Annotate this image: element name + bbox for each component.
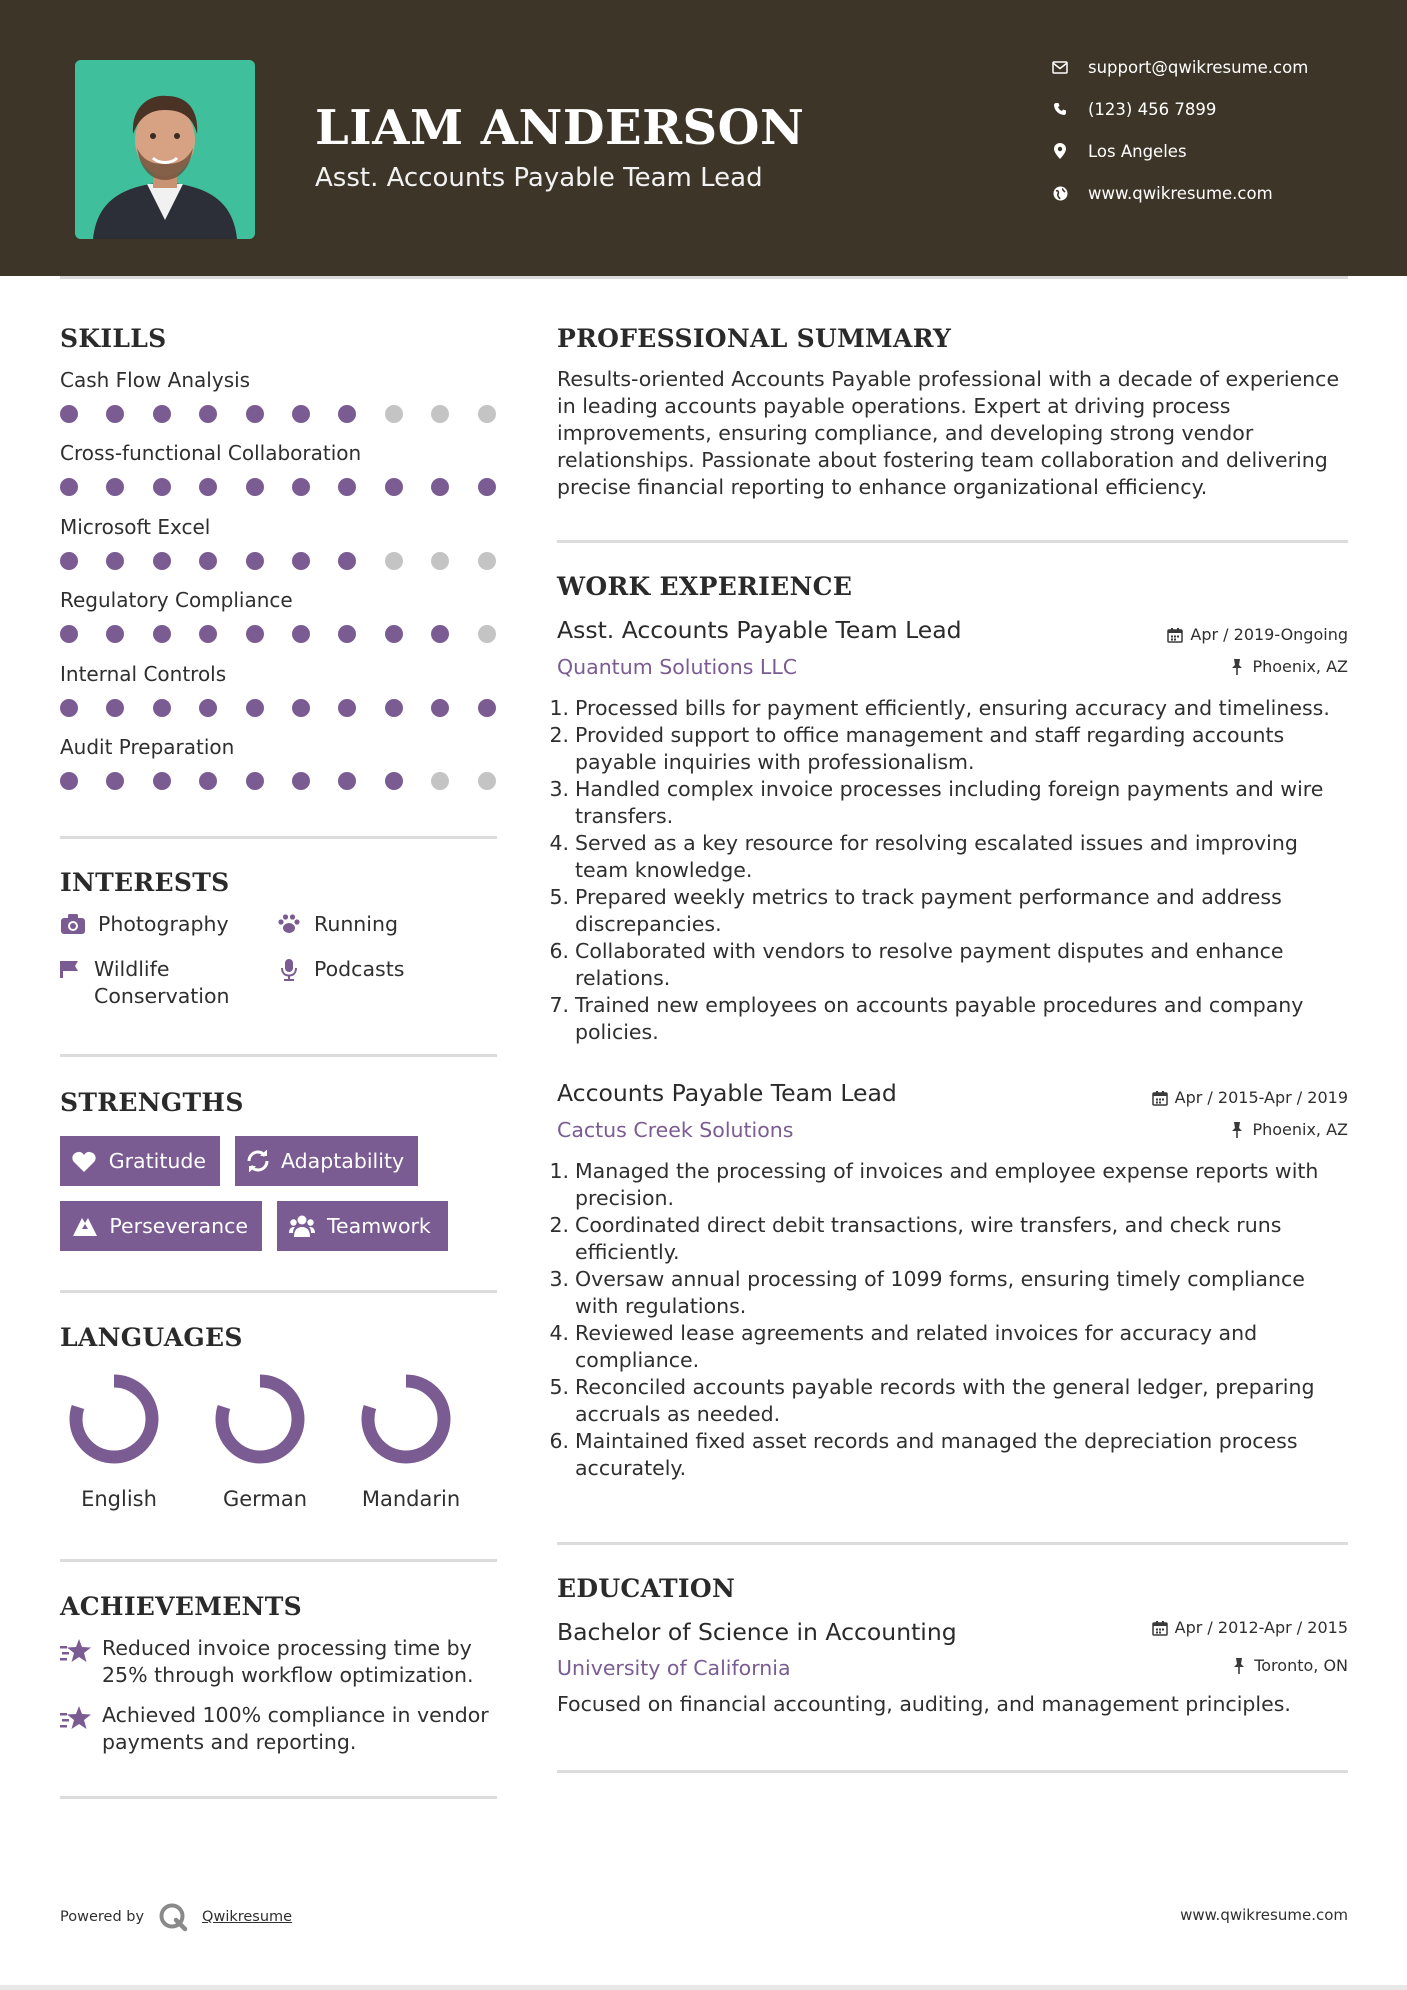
paw-icon [276, 911, 302, 934]
section-divider [557, 1770, 1348, 1773]
list-item: 3. Oversaw annual processing of 1099 forms, ensuring timely compliance with regulations. [549, 1267, 1305, 1318]
interest-label: Podcasts [314, 957, 405, 981]
contact-location [1050, 141, 1187, 161]
strength-label: Gratitude [108, 1149, 206, 1173]
camera-icon [60, 911, 86, 934]
education-dates [1151, 1618, 1348, 1637]
skill-dot-filled [106, 478, 124, 496]
section-divider [60, 836, 497, 839]
languages-heading: LANGUAGES [60, 1323, 243, 1352]
strength-label: Teamwork [327, 1214, 431, 1238]
users-icon [289, 1214, 315, 1238]
skill-dot-filled [106, 772, 124, 790]
skill-dot-filled [431, 699, 449, 717]
skill-dot-empty [431, 405, 449, 423]
achievement-item [60, 1635, 500, 1689]
skill-dot-filled [153, 405, 171, 423]
skill-dot-filled [246, 625, 264, 643]
envelope-icon [1050, 57, 1070, 77]
contact-location-text: Los Angeles [1088, 141, 1187, 161]
skill-label: Regulatory Compliance [60, 588, 293, 612]
strength-label: Adaptability [281, 1149, 405, 1173]
mountain-icon [72, 1214, 97, 1238]
skill-dot-filled [60, 699, 78, 717]
list-item: 3. Handled complex invoice processes including foreign payments and wire transfers. [549, 777, 1324, 828]
achievements-heading: ACHIEVEMENTS [60, 1592, 302, 1621]
skill-dot-filled [153, 625, 171, 643]
section-divider [60, 1796, 497, 1799]
skill-dot-filled [292, 478, 310, 496]
language-level-ring [66, 1371, 162, 1467]
company-name: Cactus Creek Solutions [557, 1118, 794, 1142]
skill-dot-empty [478, 405, 496, 423]
strength-badge [60, 1136, 220, 1186]
section-divider [60, 1054, 497, 1057]
job-dates [1166, 625, 1348, 644]
achievement-text: Achieved 100% compliance in vendor payments and reporting. [102, 1703, 489, 1754]
skill-rating [60, 552, 500, 572]
job-dates-text: Apr / 2019-Ongoing [1190, 625, 1348, 644]
language-level-arc [368, 1381, 444, 1457]
skill-dot-filled [106, 552, 124, 570]
skill-dot-filled [338, 772, 356, 790]
skill-rating [60, 772, 500, 792]
contact-website-text: www.qwikresume.com [1088, 183, 1273, 203]
list-item: 5. Reconciled accounts payable records with the general ledger, preparing accruals as needed. [549, 1375, 1315, 1426]
skill-dot-filled [199, 405, 217, 423]
contact-website[interactable] [1050, 183, 1273, 203]
skill-label: Cross-functional Collaboration [60, 441, 362, 465]
skill-rating [60, 478, 500, 498]
strength-badge [235, 1136, 418, 1186]
skill-rating [60, 405, 500, 425]
strength-badge [60, 1201, 262, 1251]
skill-dot-filled [153, 699, 171, 717]
education-heading: EDUCATION [557, 1574, 736, 1603]
achievement-item [60, 1702, 500, 1756]
skill-dot-filled [478, 478, 496, 496]
microphone-icon [276, 956, 302, 981]
job-location [1228, 657, 1348, 676]
list-item: 7. Trained new employees on accounts payable procedures and company policies. [549, 993, 1304, 1044]
skill-dot-filled [338, 478, 356, 496]
education-dates-text: Apr / 2012-Apr / 2015 [1174, 1618, 1348, 1637]
skill-dot-filled [385, 699, 403, 717]
education-description: Focused on financial accounting, auditing, and management principles. [557, 1692, 1291, 1716]
company-name: Quantum Solutions LLC [557, 655, 798, 679]
list-item: 1. Processed bills for payment efficiently, ensuring accuracy and timeliness. [549, 696, 1330, 720]
skill-dot-empty [478, 625, 496, 643]
pushpin-icon [1228, 658, 1246, 676]
page-bottom-border [0, 1985, 1407, 1990]
skill-dot-filled [292, 772, 310, 790]
skills-heading: SKILLS [60, 324, 167, 353]
skill-dot-filled [246, 478, 264, 496]
job-bullets [549, 695, 1349, 1046]
language-level-arc [222, 1381, 298, 1457]
skill-dot-filled [199, 625, 217, 643]
header-divider [60, 276, 1348, 279]
skill-dot-filled [199, 478, 217, 496]
job-dates-text: Apr / 2015-Apr / 2019 [1174, 1088, 1348, 1107]
skill-dot-empty [478, 772, 496, 790]
skill-rating [60, 625, 500, 645]
powered-by-text: Powered by [60, 1909, 145, 1925]
skill-dot-filled [106, 625, 124, 643]
interest-label: Wildlife Conservation [94, 957, 230, 1008]
profile-photo [75, 60, 255, 239]
pushpin-icon [1230, 1657, 1248, 1675]
skill-dot-filled [199, 552, 217, 570]
skill-dot-filled [292, 405, 310, 423]
list-item: 2. Coordinated direct debit transactions, wire transfers, and check runs efficiently. [549, 1213, 1282, 1264]
language-label: English [81, 1487, 157, 1511]
skill-dot-filled [153, 552, 171, 570]
interest-label: Running [314, 912, 399, 936]
refresh-icon [247, 1149, 269, 1173]
list-item: 2. Provided support to office management and staff regarding accounts payable inquiries with professionalism. [549, 723, 1285, 774]
skill-dot-filled [246, 772, 264, 790]
degree-title: Bachelor of Science in Accounting [557, 1618, 957, 1646]
skill-dot-empty [385, 552, 403, 570]
heart-icon [72, 1149, 97, 1173]
school-name: University of California [557, 1656, 791, 1680]
skill-label: Internal Controls [60, 662, 227, 686]
language-label: Mandarin [361, 1487, 461, 1511]
skill-dot-empty [431, 772, 449, 790]
experience-heading: WORK EXPERIENCE [557, 572, 853, 601]
qwikresume-link[interactable]: Qwikresume [202, 1909, 293, 1925]
job-title: Asst. Accounts Payable Team Lead [557, 616, 962, 644]
list-item: 4. Served as a key resource for resolving escalated issues and improving team knowledge. [549, 831, 1298, 882]
skill-dot-empty [385, 405, 403, 423]
resume-header [0, 0, 1407, 276]
job-bullets [549, 1158, 1349, 1482]
interest-item [60, 956, 260, 1010]
footer-url[interactable]: www.qwikresume.com [1180, 1906, 1348, 1924]
powered-by [60, 1902, 292, 1932]
list-item: 6. Maintained fixed asset records and managed the depreciation process accurately. [549, 1429, 1298, 1480]
job-location-text: Phoenix, AZ [1252, 1120, 1348, 1139]
skill-dot-filled [338, 625, 356, 643]
skill-dot-filled [385, 478, 403, 496]
skill-dot-filled [199, 772, 217, 790]
phone-icon [1050, 99, 1070, 119]
skill-dot-filled [153, 772, 171, 790]
list-item: 1. Managed the processing of invoices and employee expense reports with precision. [549, 1159, 1319, 1210]
interest-item [276, 911, 398, 938]
skill-dot-empty [478, 552, 496, 570]
job-dates [1151, 1088, 1348, 1107]
contact-phone-text: (123) 456 7899 [1088, 99, 1217, 119]
language-level-ring [212, 1371, 308, 1467]
language-label: German [222, 1487, 308, 1511]
education-location-text: Toronto, ON [1254, 1656, 1348, 1675]
skill-dot-filled [385, 772, 403, 790]
strength-badge [277, 1201, 448, 1251]
qwikresume-logo-icon [158, 1902, 188, 1932]
list-item: 6. Collaborated with vendors to resolve payment disputes and enhance relations. [549, 939, 1284, 990]
job-title: Accounts Payable Team Lead [557, 1079, 897, 1107]
candidate-title: Asst. Accounts Payable Team Lead [315, 163, 763, 193]
skill-dot-filled [246, 699, 264, 717]
skill-label: Audit Preparation [60, 735, 235, 759]
skill-dot-filled [60, 478, 78, 496]
flag-icon [60, 956, 80, 979]
list-item: 4. Reviewed lease agreements and related invoices for accuracy and compliance. [549, 1321, 1258, 1372]
skill-dot-filled [478, 699, 496, 717]
education-location [1230, 1656, 1348, 1675]
skill-dot-filled [246, 405, 264, 423]
skill-dot-filled [60, 552, 78, 570]
skill-dot-filled [431, 625, 449, 643]
strengths-heading: STRENGTHS [60, 1088, 244, 1117]
globe-icon [1050, 183, 1070, 203]
interest-item [276, 956, 404, 983]
summary-text: Results-oriented Accounts Payable professional with a decade of experience in leading accounts payable operations. Expert at driving process improvements, ensuring compliance, and developing strong vendor relationships. Passionate about fostering team collaboration and delivering precise financial reporting to enhance organizational efficiency. [557, 367, 1340, 499]
language-level-ring [358, 1371, 454, 1467]
calendar-icon [1166, 626, 1184, 644]
skill-dot-filled [338, 699, 356, 717]
achievement-text: Reduced invoice processing time by 25% through workflow optimization. [102, 1636, 474, 1687]
contact-email[interactable] [1050, 57, 1308, 77]
skill-dot-filled [292, 699, 310, 717]
skill-label: Cash Flow Analysis [60, 368, 251, 392]
skill-label: Microsoft Excel [60, 515, 211, 539]
job-location-text: Phoenix, AZ [1252, 657, 1348, 676]
pushpin-icon [1228, 1121, 1246, 1139]
section-divider [557, 1542, 1348, 1545]
skill-dot-filled [431, 478, 449, 496]
skill-dot-filled [338, 405, 356, 423]
interest-label: Photography [98, 912, 229, 936]
section-divider [60, 1290, 497, 1293]
skill-dot-filled [60, 625, 78, 643]
list-item: 5. Prepared weekly metrics to track payment performance and address discrepancies. [549, 885, 1282, 936]
skill-dot-filled [292, 552, 310, 570]
section-divider [60, 1559, 497, 1562]
skill-dot-filled [60, 772, 78, 790]
calendar-icon [1151, 1089, 1169, 1107]
skill-dot-filled [106, 699, 124, 717]
summary-heading: PROFESSIONAL SUMMARY [557, 324, 952, 353]
skill-rating [60, 699, 500, 719]
job-location [1228, 1120, 1348, 1139]
skill-dot-filled [106, 405, 124, 423]
calendar-icon [1151, 1619, 1169, 1637]
skill-dot-empty [431, 552, 449, 570]
skill-dot-filled [60, 405, 78, 423]
contact-email-text: support@qwikresume.com [1088, 57, 1309, 77]
section-divider [557, 540, 1348, 543]
strength-label: Perseverance [109, 1214, 248, 1238]
interest-item [60, 911, 229, 938]
candidate-name: LIAM ANDERSON [315, 100, 805, 156]
skill-dot-filled [199, 699, 217, 717]
skill-dot-filled [385, 625, 403, 643]
contact-phone[interactable] [1050, 99, 1216, 119]
skill-dot-filled [292, 625, 310, 643]
interests-heading: INTERESTS [60, 868, 230, 897]
skill-dot-filled [338, 552, 356, 570]
skill-dot-filled [246, 552, 264, 570]
star-award-icon [60, 1635, 92, 1668]
map-pin-icon [1050, 141, 1070, 161]
language-level-arc [76, 1381, 152, 1457]
skill-dot-filled [153, 478, 171, 496]
star-award-icon [60, 1702, 92, 1735]
